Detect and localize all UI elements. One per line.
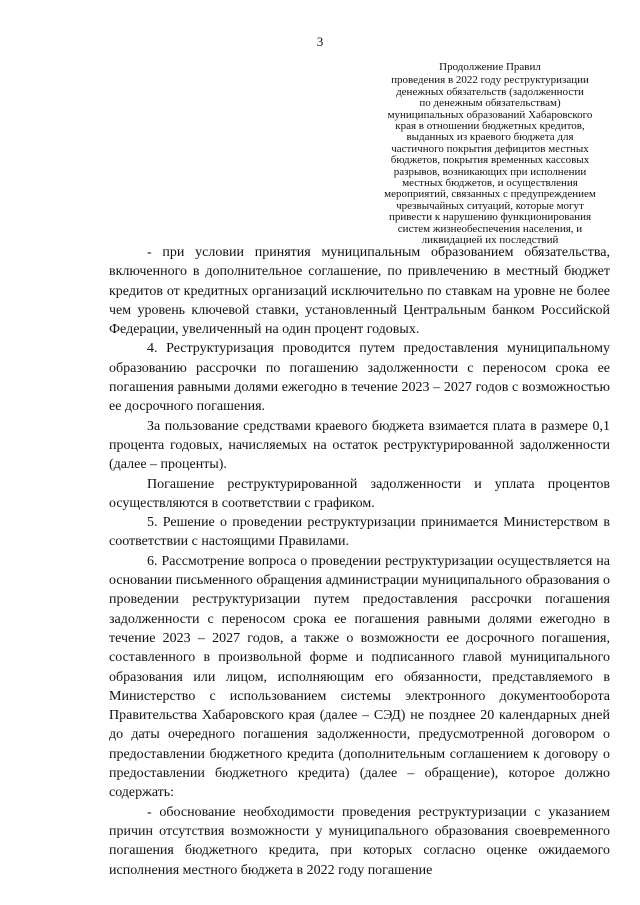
- header-line: по денежным обязательствам): [419, 97, 561, 110]
- header-line: чрезвычайных ситуаций, которые могут: [396, 199, 584, 212]
- header-line: края в отношении бюджетных кредитов,: [395, 120, 585, 133]
- header-line: местных бюджетов, и осуществления: [402, 177, 578, 190]
- paragraph-condition-credit: - при условии принятия муниципальным образованием обязательства, включенного в дополнительное соглашение, по привлечению в местный бюджет кредитов от кредитных организаций исключительно по ставкам на уровне не более чем уровень ключевой ставки, установленный Центральным банком Российской Федерации, увеличенный на один процент годовых.: [109, 245, 610, 338]
- header-line: муниципальных образований Хабаровского: [387, 108, 593, 121]
- paragraph-item-4: 4. Реструктуризация проводится путем предоставления муниципальному образованию рассрочки по погашению задолженности с переносом срока ее погашения равными долями ежегодно в течение 2023 – 2027 годов с возможностью ее досрочного погашения.: [109, 341, 610, 415]
- header-title: Продолжение Правил: [439, 61, 541, 73]
- header-line: частичного покрытия дефицитов местных: [391, 142, 589, 155]
- document-body: [109, 243, 610, 880]
- header-line: бюджетов, покрытия временных кассовых: [390, 154, 590, 167]
- paragraph-item-6: 6. Рассмотрение вопроса о проведении реструктуризации осуществляется на основании письменного обращения администрации муниципального образования о проведении реструктуризации путем предоставления рассрочки погашения задолженности с переносом срока ее погашения равными долями ежегодно в течение 2023 – 2027 годов, а также о возможности ее досрочного погашения, составленного в произвольной форме и подписанного главой муниципального образования или лицом, исполняющим его обязанности, представляемого в Министерство с использованием системы электронного документооборота Правительства Хабаровского края (далее – СЭД) не позднее 20 календарных дней до даты очередного погашения задолженности, предусмотренной договором о предоставлении бюджетного кредита (дополнительным соглашением к договору о предоставлении бюджетного кредита) (далее – обращение), которое должно содержать:: [109, 553, 610, 801]
- header-line: систем жизнеобеспечения населения, и: [397, 222, 583, 235]
- rules-continuation-header: [364, 62, 616, 247]
- header-line: проведения в 2022 году реструктуризации: [391, 74, 589, 87]
- header-line: выданных из краевого бюджета для: [406, 131, 574, 144]
- paragraph-interest-fee: За пользование средствами краевого бюджета взимается плата в размере 0,1 процента годовых, начисляемых на остаток реструктурированной задолженности (далее – проценты).: [109, 418, 610, 473]
- header-line: мероприятий, связанных с предупреждением: [384, 188, 596, 201]
- page-number: 3: [316, 34, 324, 49]
- header-line: ликвидацией их последствий: [421, 234, 559, 247]
- paragraph-item-5: 5. Решение о проведении реструктуризации принимается Министерством в соответствии с настоящими Правилами.: [109, 515, 610, 550]
- header-line: разрывов, возникающих при исполнении: [393, 165, 587, 178]
- paragraph-repayment-schedule: Погашение реструктурированной задолженности и уплата процентов осуществляются в соответствии с графиком.: [109, 476, 610, 511]
- paragraph-justification: - обоснование необходимости проведения реструктуризации с указанием причин отсутствия возможности у муниципального образования своевременного погашения бюджетного кредита, при которых согласно оценке ожидаемого исполнения местного бюджета в 2022 году погашение: [109, 804, 610, 878]
- header-line: денежных обязательств (задолженности: [396, 85, 584, 98]
- header-line: привести к нарушению функционирования: [388, 211, 592, 224]
